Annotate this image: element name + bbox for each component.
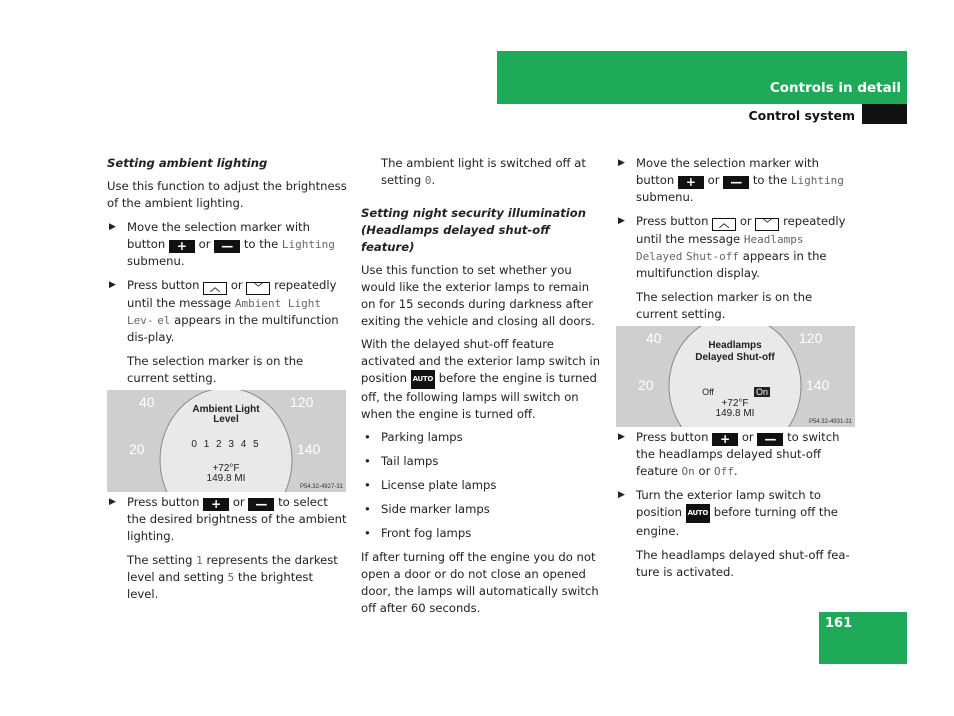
intro: Use this function to adjust the brightness of the ambient lighting. (107, 179, 347, 210)
header-banner (497, 51, 907, 104)
temp: +72°F (212, 463, 240, 474)
option-off: Off (702, 387, 714, 397)
arrow-icon: ▶ (618, 158, 625, 168)
minus-button-icon: — (723, 176, 749, 189)
down-button-icon: ﹀ (755, 218, 779, 231)
arrow-icon: ▶ (109, 222, 116, 232)
arrow-icon: ▶ (109, 497, 116, 507)
display-image-headlamps (616, 326, 855, 427)
minus-button-icon: — (248, 498, 274, 511)
paragraph: If after turning off the engine you do not open a door or do not close an opened door, the lamps will automatically switch off after 60 seconds. (361, 550, 599, 615)
heading: (Headlamps delayed shut-off feature) (361, 223, 550, 254)
step: ▶ Press button + or — to select the desired brightness of the ambient lighting. (109, 495, 347, 543)
bullet-item: • Parking lamps (364, 430, 463, 444)
display-line: Headlamps (708, 340, 762, 351)
bullet-item: • Tail lamps (364, 454, 439, 468)
column-3b (616, 429, 856, 581)
cluster-graphic (616, 326, 855, 427)
step: ▶ Move the selection marker with button + or — to the Lighting submenu. (109, 220, 335, 268)
gauge-label: 20 (638, 377, 654, 393)
column-3 (616, 155, 856, 323)
note: The selection marker is on the current setting. (127, 354, 304, 385)
bullet-item: • Front fog lamps (364, 526, 472, 540)
gauge-label: 40 (139, 394, 155, 410)
cluster-graphic (107, 390, 346, 492)
plus-button-icon: + (203, 498, 229, 511)
gauge-label: 40 (646, 330, 662, 346)
note: The selection marker is on the current setting. (636, 290, 813, 321)
column-2 (361, 155, 601, 617)
gauge-label: 120 (290, 394, 314, 410)
gauge-label: 140 (297, 441, 321, 457)
step: ▶ Turn the exterior lamp switch to position AUTO before turning off the engine. (618, 488, 838, 538)
step: ▶ Move the selection marker with button + or — to the Lighting submenu. (618, 156, 844, 204)
minus-button-icon: — (757, 433, 783, 446)
up-button-icon: ︿ (203, 282, 227, 295)
display-line: Delayed Shut-off (695, 352, 775, 363)
option-on: On (755, 387, 769, 397)
arrow-icon: ▶ (109, 280, 116, 290)
plus-button-icon: + (712, 433, 738, 446)
note: The ambient light is switched off at setting 0. (381, 156, 586, 187)
arrow-icon: ▶ (618, 490, 625, 500)
odometer: 149.8 MI (206, 473, 246, 484)
display-line: Level (213, 414, 239, 425)
image-code: P54.32-4931-31 (808, 419, 852, 425)
page-number: 161 (825, 616, 853, 631)
note: The headlamps delayed shut-off fea-ture is activated. (636, 548, 850, 579)
paragraph: Use this function to set whether you would like the exterior lamps to remain on for 15 seconds during darkness after exiting the vehicle and closing all doors. (361, 263, 595, 328)
temp: +72°F (721, 398, 749, 409)
odometer: 149.8 MI (715, 408, 755, 419)
step: ▶ Press button ︿ or ﹀ repeatedly until the message Ambient Light Lev- el appears in the multifunction dis-play. (109, 278, 339, 344)
column-1 (107, 155, 347, 387)
note: The setting 1 represents the darkest level and setting 5 the brightest level. (127, 553, 338, 601)
heading: Setting night security illumination (361, 206, 586, 220)
paragraph: With the delayed shut-off feature activated and the exterior lamp switch in position AUTO before the engine is turned off, the following lamps will switch on when the engine is turned off. (361, 337, 601, 421)
arrow-icon: ▶ (618, 216, 625, 226)
image-code: P54.32-4927-31 (299, 484, 343, 490)
down-button-icon: ﹀ (246, 282, 270, 295)
gauge-label: 140 (806, 377, 830, 393)
step: ▶ Press button + or — to switch the headlamps delayed shut-off feature On or Off. (618, 430, 840, 478)
bullet-item: • Side marker lamps (364, 502, 490, 516)
minus-button-icon: — (214, 240, 240, 253)
auto-switch-icon: AUTO (411, 370, 435, 389)
bullet-item: • License plate lamps (364, 478, 497, 492)
heading: Setting ambient lighting (107, 156, 268, 170)
arrow-icon: ▶ (618, 432, 625, 442)
section-title: Controls in detail (769, 80, 901, 96)
plus-button-icon: + (169, 240, 195, 253)
gauge-label: 20 (129, 441, 145, 457)
gauge-label: 120 (799, 330, 823, 346)
plus-button-icon: + (678, 176, 704, 189)
section-subtitle: Control system (748, 108, 855, 123)
display-line: Ambient Light (192, 404, 260, 415)
header-marker (862, 104, 907, 124)
display-image-ambient (107, 390, 346, 492)
step: ▶ Press button ︿ or ﹀ repeatedly until the message Headlamps Delayed Shut-off appears in the multifunction display. (618, 214, 846, 280)
scale-row: 0 1 2 3 4 5 (191, 439, 261, 450)
auto-switch-icon: AUTO (686, 504, 710, 523)
up-button-icon: ︿ (712, 218, 736, 231)
column-1b (107, 494, 347, 603)
